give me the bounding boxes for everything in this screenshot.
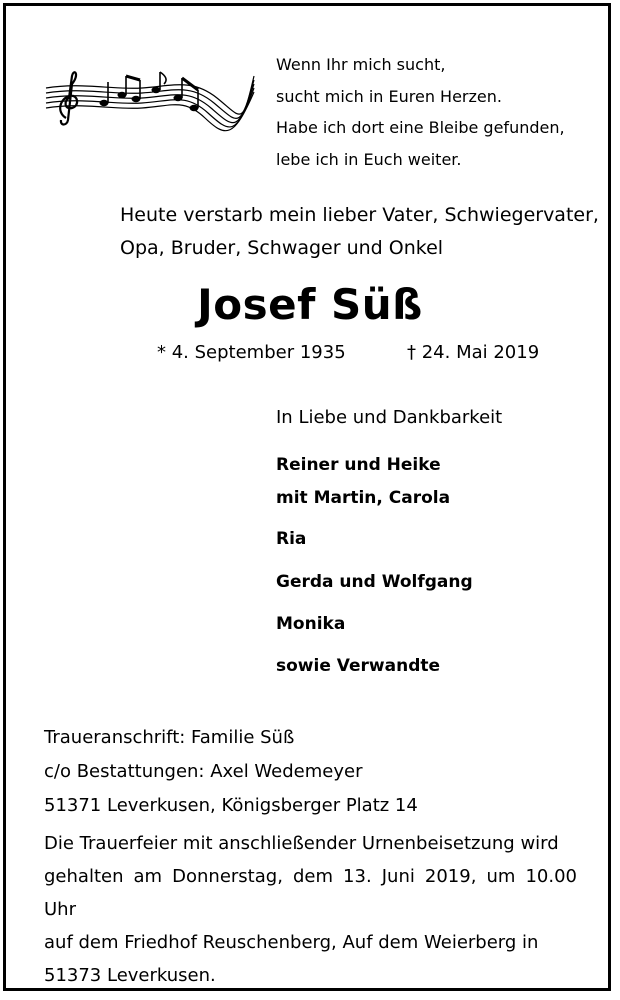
mourners-heading: In Liebe und Dankbarkeit	[276, 407, 503, 428]
ceremony-line: 51373 Leverkusen.	[44, 965, 216, 986]
announcement-line: Opa, Bruder, Schwager und Onkel	[120, 237, 444, 259]
death-date: † 24. Mai 2019	[407, 342, 540, 363]
announcement-line: Heute verstarb mein lieber Vater, Schwiegervater,	[120, 204, 599, 226]
poem-line: lebe ich in Euch weiter.	[276, 149, 462, 169]
birth-date: * 4. September 1935	[157, 342, 346, 363]
address-line: Traueranschrift: Familie Süß	[44, 727, 295, 748]
mourner-name: Reiner und Heike	[276, 455, 441, 475]
ceremony-line: auf dem Friedhof Reuschenberg, Auf dem Weierberg in	[44, 932, 539, 953]
mourning-address	[44, 721, 418, 823]
mourner-name: mit Martin, Carola	[276, 488, 451, 508]
announcement	[120, 199, 599, 265]
mourner-name: Gerda und Wolfgang	[276, 572, 473, 592]
deceased-name: Josef Süß	[197, 280, 423, 329]
ceremony-line: Die Trauerfeier mit anschließender Urnenbeisetzung wird	[44, 833, 559, 854]
mourner-name: sowie Verwandte	[276, 656, 441, 676]
mourner-name: Ria	[276, 529, 307, 549]
music-staff-icon	[42, 68, 257, 138]
mourner-name: Monika	[276, 614, 346, 634]
poem	[276, 49, 565, 175]
poem-line: Wenn Ihr mich sucht,	[276, 55, 446, 74]
ceremony-notice	[44, 827, 577, 992]
poem-line: sucht mich in Euren Herzen.	[276, 86, 502, 106]
poem-line: Habe ich dort eine Bleibe gefunden,	[276, 118, 565, 137]
address-line: 51371 Leverkusen, Königsberger Platz 14	[44, 795, 418, 816]
ceremony-line: gehalten am Donnerstag, dem 13. Juni 2019, um 10.00 Uhr	[44, 866, 577, 920]
address-line: c/o Bestattungen: Axel Wedemeyer	[44, 761, 363, 782]
